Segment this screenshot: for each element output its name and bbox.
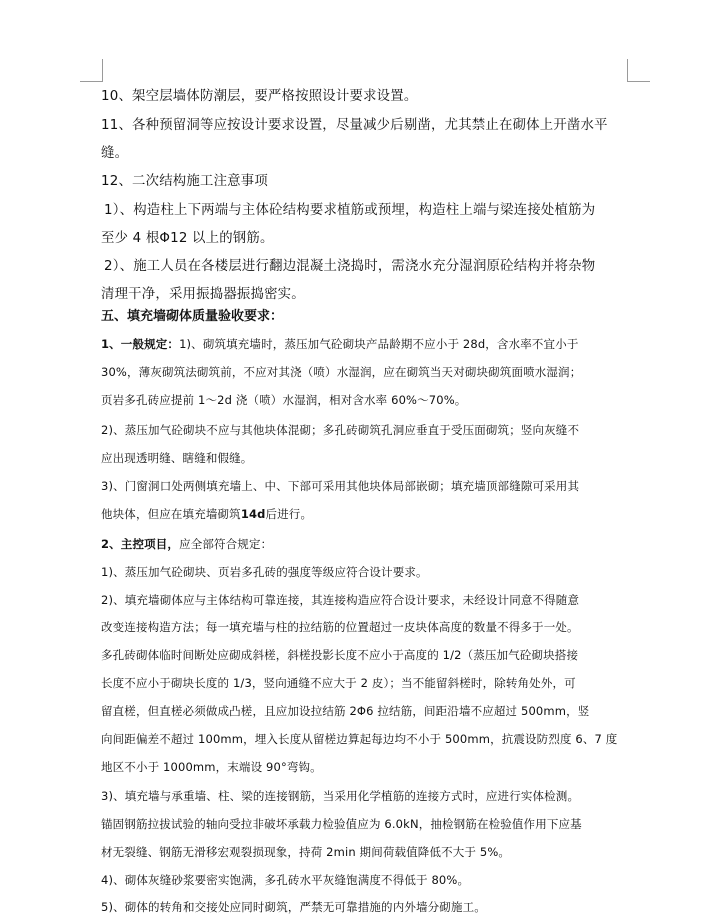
text-line: 1）、构造柱上下两端与主体砼结构要求植筋或预埋，构造柱上端与梁连接处植筋为 xyxy=(104,203,596,218)
text-line: 页岩多孔砖应提前 1～2d 浇（喷）水湿润，相对含水率 60%～70%。 xyxy=(101,393,467,407)
text-line: 1)、蒸压加气砼砌块、页岩多孔砖的强度等级应符合设计要求。 xyxy=(101,565,428,579)
text-line: 2、主控项目，应全部符合规定： xyxy=(101,537,273,551)
text-line: 4)、砌体灰缝砂浆要密实饱满，多孔砖水平灰缝饱满度不得低于 80%。 xyxy=(101,873,470,887)
text-line: 长度不应小于砌块长度的 1/3，竖向通缝不应大于 2 皮）；当不能留斜槎时，除转角处外，可 xyxy=(101,676,576,690)
text-line: 2)、填充墙砌体应与主体结构可靠连接，其连接构造应符合设计要求，未经设计同意不得随意 xyxy=(101,593,580,607)
text-line: 应出现透明缝、瞎缝和假缝。 xyxy=(101,451,253,465)
text-line: 他块体，但应在填充墙砌筑14d后进行。 xyxy=(101,507,313,521)
text-line: 向间距偏差不超过 100mm，埋入长度从留槎边算起每边均不小于 500mm，抗震设防烈度 6、7 度 xyxy=(101,732,618,746)
text-line: 锚固钢筋拉拔试验的轴向受拉非破坏承载力检验值应为 6.0kN，抽检钢筋在检验值作用下应基 xyxy=(101,817,582,831)
crop-mark-left xyxy=(80,59,103,82)
text-line: 缝。 xyxy=(101,146,129,161)
text-line: 11、各种预留洞等应按设计要求设置，尽量减少后剔凿，尤其禁止在砌体上开凿水平 xyxy=(101,118,608,133)
text-line: 2)、蒸压加气砼砌块不应与其他块体混砌；多孔砖砌筑孔洞应垂直于受压面砌筑；竖向灰缝不 xyxy=(101,423,580,437)
text-line: 改变连接构造方法；每一填充墙与柱的拉结筋的位置超过一皮块体高度的数量不得多于一处。 xyxy=(101,620,579,634)
text-line: 2）、施工人员在各楼层进行翻边混凝土浇捣时，需浇水充分湿润原砼结构并将杂物 xyxy=(104,259,596,274)
text-line: 清理干净，采用振捣器振捣密实。 xyxy=(101,287,305,302)
text-line: 1、一般规定：1)、砌筑填充墙时，蒸压加气砼砌块产品龄期不应小于 28d，含水率不宜小于 xyxy=(101,337,579,351)
text-line: 30%，薄灰砌筑法砌筑前，不应对其浇（喷）水湿润，应在砌筑当天对砌块砌筑面喷水湿润； xyxy=(101,365,582,379)
crop-mark-right xyxy=(627,59,650,82)
text-line: 地区不小于 1000mm，末端设 90°弯钩。 xyxy=(101,760,322,774)
text-line: 5)、砌体的转角和交接处应同时砌筑，严禁无可靠措施的内外墙分砌施工。 xyxy=(101,900,486,914)
text-line: 多孔砖砌体临时间断处应砌成斜槎，斜槎投影长度不应小于高度的 1/2（蒸压加气砼砌块搭接 xyxy=(101,648,579,662)
section-heading: 五、填充墙砌体质量验收要求： xyxy=(101,309,284,324)
text-line: 材无裂缝、钢筋无滑移宏观裂损现象，持荷 2min 期间荷载值降低不大于 5%。 xyxy=(101,845,511,859)
text-line: 12、二次结构施工注意事项 xyxy=(101,174,268,189)
text-line: 3)、填充墙与承重墙、柱、梁的连接钢筋，当采用化学植筋的连接方式时，应进行实体检测。 xyxy=(101,789,580,803)
text-line: 至少 4 根Φ12 以上的钢筋。 xyxy=(101,231,274,246)
text-line: 留直槎，但直槎必须做成凸槎，且应加设拉结筋 2Φ6 拉结筋，间距沿墙不应超过 500mm，竖 xyxy=(101,704,590,718)
text-line: 3)、门窗洞口处两侧填充墙上、中、下部可采用其他块体局部嵌砌；填充墙顶部缝隙可采用其 xyxy=(101,479,580,493)
text-line: 10、架空层墙体防潮层，要严格按照设计要求设置。 xyxy=(101,89,418,104)
